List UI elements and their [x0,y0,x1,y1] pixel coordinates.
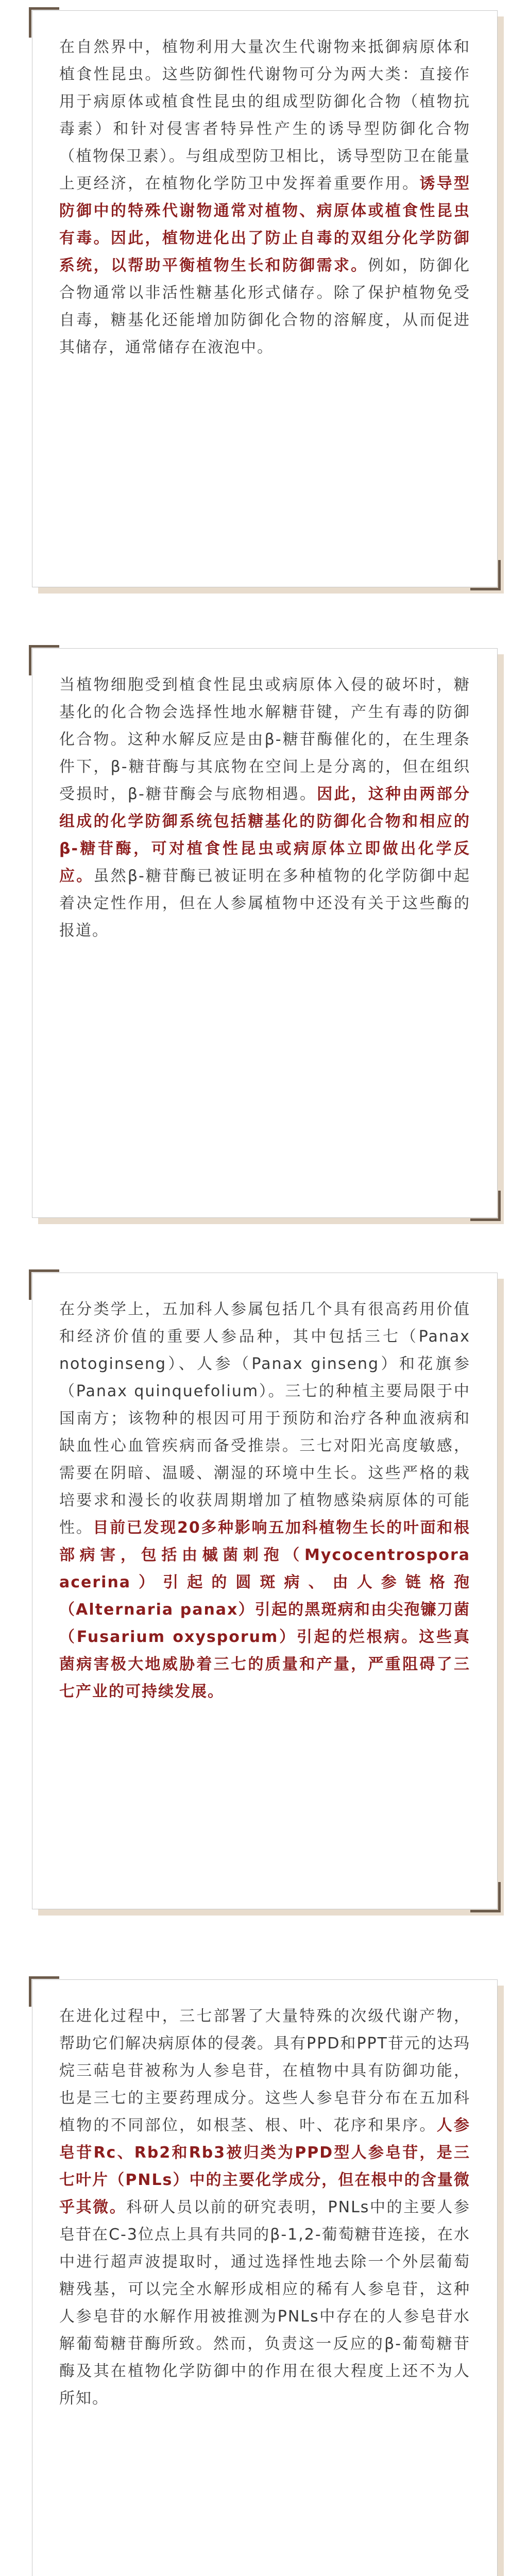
text-card-4 [32,1979,498,2576]
card-4-text-1: 在进化过程中，三七部署了大量特殊的次级代谢产物，帮助它们解决病原体的侵袭。具有PPD和PPT苷元的达玛烷三萜皂苷被称为人参皂苷，在植物中具有防御功能，也是三七的主要药理成分。这些人参皂苷分布在五加科植物的不同部位，如根茎、根、叶、花序和果序。 [59,2007,470,2134]
text-card-3 [32,1273,498,1909]
card-1-paragraph [59,33,470,361]
card-1-text-1: 在自然界中，植物利用大量次生代谢物来抵御病原体和植食性昆虫。这些防御性代谢物可分为两大类：直接作用于病原体或植食性昆虫的组成型防御化合物（植物抗毒素）和针对侵害者特异性产生的诱导型防御化合物（植物保卫素）。与组成型防卫相比，诱导型防卫在能量上更经济，在植物化学防卫中发挥着重要作用。 [59,38,470,193]
card-2-highlight: 因此，这种由两部分组成的化学防御系统包括糖基化的防御化合物和相应的β-糖苷酶，可对植食性昆虫或病原体立即做出化学反应。 [59,785,470,885]
card-2-paragraph [59,671,470,944]
card-4-text-2: 科研人员以前的研究表明，PNLs中的主要人参皂苷在C-3位点上具有共同的β-1,2-葡萄糖苷连接，在水中进行超声波提取时，通过选择性地去除一个外层葡萄糖残基，可以完全水解形成相应的稀有人参皂苷，这种人参皂苷的水解作用被推测为PNLs中存在的人参皂苷水解葡萄糖苷酶所致。然而，负责这一反应的β-葡萄糖苷酶及其在植物化学防御中的作用在很大程度上还不为人所知。 [59,2198,470,2408]
text-card-2 [32,648,498,1218]
text-card-1 [32,10,498,587]
card-4-highlight: 人参皂苷Rc、Rb2和Rb3被归类为PPD型人参皂苷，是三七叶片（PNLs）中的主要化学成分，但在根中的含量微乎其微。 [59,2116,471,2216]
card-3-highlight: 目前已发现20多种影响五加科植物生长的叶面和根部病害，包括由槭菌刺孢（Mycocentrospora acerina）引起的圆斑病、由人参链格孢（Alternaria panax）引起的黑斑病和由尖孢镰刀菌（Fusarium oxysporum）引起的烂根病。这些真菌病害极大地威胁着三七的质量和产量，严重阻碍了三七产业的可持续发展。 [59,1519,471,1701]
card-4-paragraph [59,2003,470,2412]
card-1-highlight: 诱导型防御中的特殊代谢物通常对植物、病原体或植食性昆虫有毒。因此，植物进化出了防止自毒的双组分化学防御系统，以帮助平衡植物生长和防御需求。 [59,175,470,275]
card-3-paragraph [59,1296,470,1705]
card-2-text-1: 当植物细胞受到植食性昆虫或病原体入侵的破坏时，糖基化的化合物会选择性地水解糖苷键，产生有毒的防御化合物。这种水解反应是由β-糖苷酶催化的，在生理条件下，β-糖苷酶与其底物在空间上是分离的，但在组织受损时，β-糖苷酶会与底物相遇。 [59,676,470,803]
card-3-text-1: 在分类学上，五加科人参属包括几个具有很高药用价值和经济价值的重要人参品种，其中包括三七（Panax notoginseng）、人参（Panax ginseng）和花旗参（Panax quinquefolium）。三七的种植主要局限于中国南方；该物种的根因可用于预防和治疗各种血液病和缺血性心血管疾病而备受推崇。三七对阳光高度敏感，需要在阴暗、温暖、潮湿的环境中生长。这些严格的栽培要求和漫长的收获周期增加了植物感染病原体的可能性。 [59,1300,470,1537]
card-1-text-2: 例如，防御化合物通常以非活性糖基化形式储存。除了保护植物免受自毒，糖基化还能增加防御化合物的溶解度，从而促进其储存，通常储存在液泡中。 [59,257,471,357]
card-2-text-2: 虽然β-糖苷酶已被证明在多种植物的化学防御中起着决定性作用，但在人参属植物中还没有关于这些酶的报道。 [59,867,470,940]
